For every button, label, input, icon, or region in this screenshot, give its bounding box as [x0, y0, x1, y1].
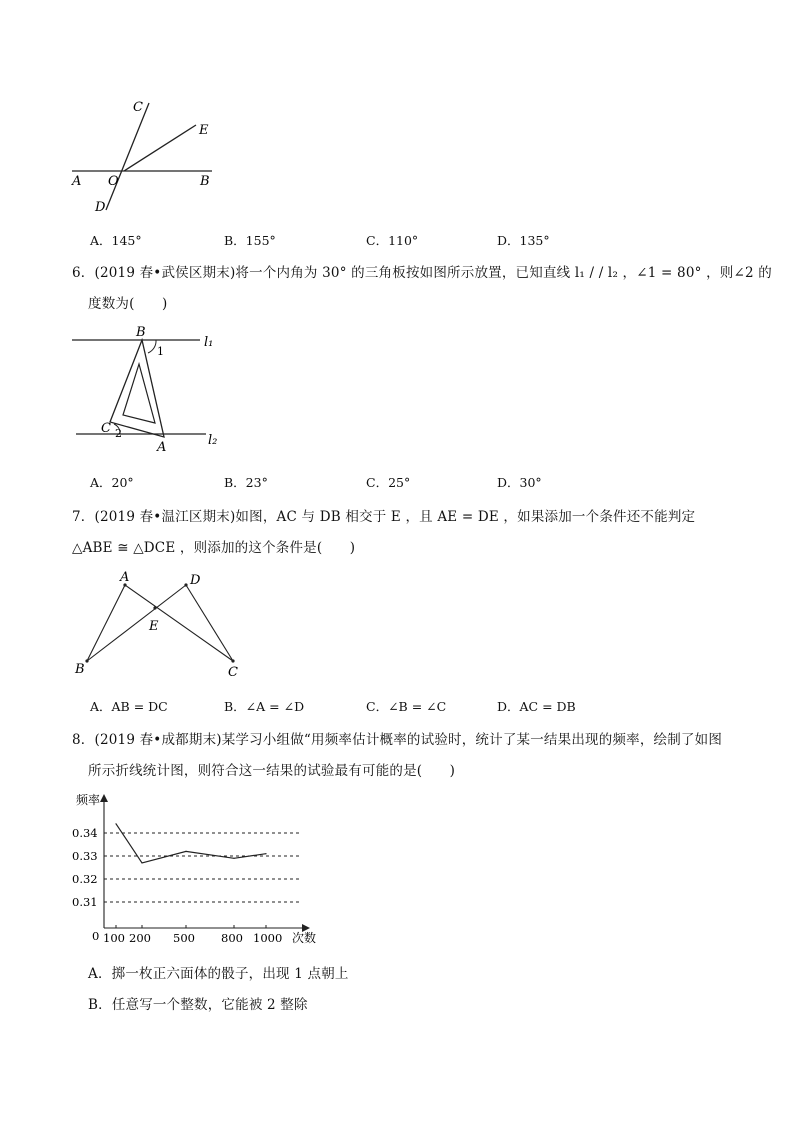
- frequency-line-chart: [70, 788, 340, 953]
- q6-label-c: C: [101, 421, 111, 436]
- q8-stem-line2: 所示折线统计图，则符合这一结果的试验最有可能的是( ): [88, 763, 456, 779]
- q7-option-a[interactable]: A．AB = DC: [90, 699, 168, 714]
- chart-y-tick-label: 0.31: [72, 895, 98, 909]
- chart-x-tick-label: 800: [221, 931, 243, 945]
- q7-option-b[interactable]: B．∠A = ∠D: [224, 699, 305, 714]
- chart-data-point: [233, 858, 234, 859]
- chart-data-point: [141, 862, 142, 863]
- q7-label-e: E: [149, 619, 159, 634]
- q7-label-c: C: [228, 665, 238, 680]
- chart-ylabel: 频率: [76, 793, 101, 807]
- chart-data-point: [265, 853, 266, 854]
- q7-label-b: B: [75, 662, 85, 677]
- q7-option-d[interactable]: D．AC = DB: [497, 699, 576, 714]
- q7-figure: [70, 568, 250, 683]
- q6-option-a[interactable]: A．20°: [90, 475, 134, 490]
- q5-option-d[interactable]: D．135°: [497, 233, 550, 248]
- chart-y-tick-label: 0.32: [72, 872, 98, 886]
- q6-label-angle1: 1: [157, 345, 164, 358]
- q5-label-e: E: [199, 123, 209, 138]
- q7-stem-line1: 7．(2019 春•温江区期末)如图，AC 与 DB 相交于 E ，且 AE = DE ，如果添加一个条件还不能判定: [72, 509, 696, 525]
- chart-y-tick-label: 0.34: [72, 826, 98, 840]
- q6-label-angle2: 2: [115, 427, 122, 440]
- chart-data-point: [185, 851, 186, 852]
- chart-x-tick-label: 1000: [253, 931, 283, 945]
- chart-x-tick-label: 200: [129, 931, 151, 945]
- q8-option-b[interactable]: B．任意写一个整数，它能被 2 整除: [88, 997, 308, 1013]
- q6-stem-line2: 度数为( ): [88, 296, 168, 312]
- q8-stem-line1: 8．(2019 春•成都期末)某学习小组做“用频率估计概率的试验时，统计了某一结果出现的频率，绘制了如图: [72, 732, 723, 748]
- q5-label-c: C: [133, 100, 143, 115]
- q7-label-a: A: [120, 570, 130, 585]
- q6-option-b[interactable]: B．23°: [224, 475, 268, 490]
- q6-label-l1: l₁: [204, 335, 214, 350]
- q5-option-b[interactable]: B．155°: [224, 233, 276, 248]
- q8-option-a[interactable]: A．掷一枚正六面体的骰子，出现 1 点朝上: [88, 966, 349, 982]
- chart-series-line: [116, 824, 266, 863]
- q5-label-a: A: [72, 174, 82, 189]
- q7-stem-line2: △ABE ≅ △DCE ，则添加的这个条件是( ): [72, 540, 356, 556]
- chart-y-tick-label: 0.33: [72, 849, 98, 863]
- q5-figure: [60, 95, 230, 220]
- q6-label-l2: l₂: [208, 433, 218, 448]
- q5-option-a[interactable]: A．145°: [90, 233, 142, 248]
- q7-label-d: D: [190, 573, 201, 588]
- q6-stem-line1: 6．(2019 春•武侯区期末)将一个内角为 30° 的三角板按如图所示放置，已知直线 l₁ / / l₂ ，∠1 = 80° ，则∠2 的: [72, 265, 772, 281]
- q6-label-b: B: [136, 325, 146, 340]
- chart-origin-label: 0: [92, 929, 100, 943]
- q5-label-d: D: [95, 200, 106, 215]
- q6-figure: [66, 324, 236, 459]
- chart-x-tick-label: 500: [173, 931, 195, 945]
- chart-data-point: [115, 823, 116, 824]
- q5-option-c[interactable]: C．110°: [366, 233, 419, 248]
- chart-x-tick-label: 100: [103, 931, 125, 945]
- q7-option-c[interactable]: C．∠B = ∠C: [366, 699, 447, 714]
- q6-label-a: A: [157, 440, 167, 455]
- chart-y-axis-arrow: [100, 794, 108, 802]
- q6-option-c[interactable]: C．25°: [366, 475, 411, 490]
- q5-label-b: B: [200, 174, 210, 189]
- q5-label-o: O: [108, 174, 119, 189]
- chart-xlabel: 次数: [292, 931, 317, 945]
- q6-option-d[interactable]: D．30°: [497, 475, 542, 490]
